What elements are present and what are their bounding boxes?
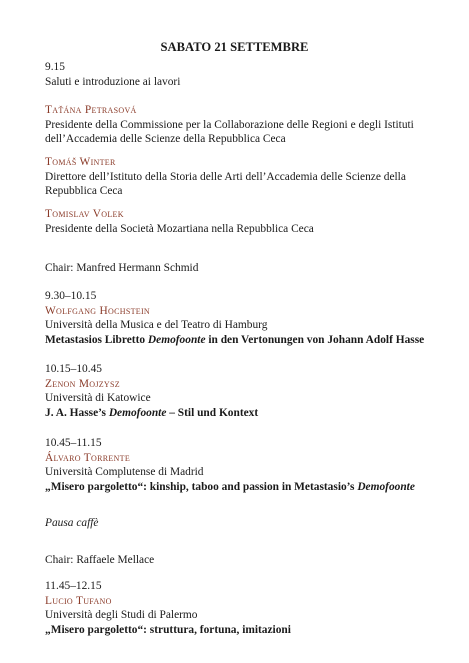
talk-time: 10.45–11.15 [45, 437, 102, 449]
greeting-name: Tomislav Volek [45, 208, 124, 220]
talk-affiliation: Università degli Studi di Palermo [45, 609, 198, 622]
talk-speaker: Wolfgang Hochstein [45, 304, 151, 317]
talk-speaker: Lucio Tufano [45, 594, 112, 607]
greeting-name: Taťána Petrasová [45, 104, 137, 116]
talk-time: 11.45–12.15 [45, 580, 102, 592]
talk-title [45, 333, 455, 348]
welcome-text: Saluti e introduzione ai lavori [45, 75, 181, 88]
talk-time: 10.15–10.45 [45, 363, 102, 375]
talk-title-italic: Demofoonte [357, 480, 415, 493]
talk-entry [45, 436, 455, 494]
talk-speaker: Álvaro Torrente [45, 451, 131, 464]
talk-title: „Misero pargoletto“: struttura, fortuna, imitazioni [45, 623, 291, 636]
greeting-entry [45, 155, 455, 199]
chair-line: Chair: Raffaele Mellace [45, 554, 155, 566]
greeting-role: Direttore dell’Istituto della Storia delle Arti dell’Accademia delle Scienze della [45, 170, 406, 183]
coffee-break: Pausa caffè [45, 517, 99, 529]
greeting-role: dell’Accademia delle Scienze della Repubblica Ceca [45, 133, 286, 146]
talk-title-italic: Demofoonte [147, 333, 206, 346]
greeting-entry [45, 103, 455, 147]
talk-affiliation: Università della Musica e del Teatro di Hamburg [45, 319, 268, 332]
talk-title-pre: J. A. Hasse’s [45, 406, 109, 419]
talk-affiliation: Università di Katowice [45, 392, 151, 405]
talk-entry [45, 579, 455, 637]
talk-title-pre: Metastasios Libretto [45, 333, 148, 346]
welcome-block [45, 60, 455, 89]
greeting-role: Presidente della Società Mozartiana nella Repubblica Ceca [45, 222, 314, 235]
talk-title-post: – Stil und Kontext [166, 406, 259, 419]
welcome-time: 9.15 [45, 61, 65, 73]
talk-entry [45, 289, 455, 347]
greeting-role: Presidente della Commissione per la Collaborazione delle Regioni e degli Istituti [45, 118, 414, 131]
talk-title [45, 480, 455, 495]
chair-line: Chair: Manfred Hermann Schmid [45, 262, 199, 274]
talk-entry [45, 362, 455, 420]
talk-affiliation: Università Complutense di Madrid [45, 466, 204, 479]
greeting-name: Tomáš Winter [45, 156, 116, 168]
greeting-entry [45, 207, 455, 236]
greeting-role: Repubblica Ceca [45, 185, 123, 198]
talk-title-pre: „Misero pargoletto“: kinship, taboo and passion in Metastasio’s [45, 480, 358, 493]
talk-speaker: Zenon Mojzysz [45, 377, 120, 390]
talk-title-post: in den Vertonungen von Johann Adolf Hasse [205, 333, 425, 346]
talk-time: 9.30–10.15 [45, 290, 97, 302]
page-title: SABATO 21 SETTEMBRE [160, 40, 309, 54]
talk-title [45, 406, 455, 421]
talk-title-italic: Demofoonte [108, 406, 167, 419]
